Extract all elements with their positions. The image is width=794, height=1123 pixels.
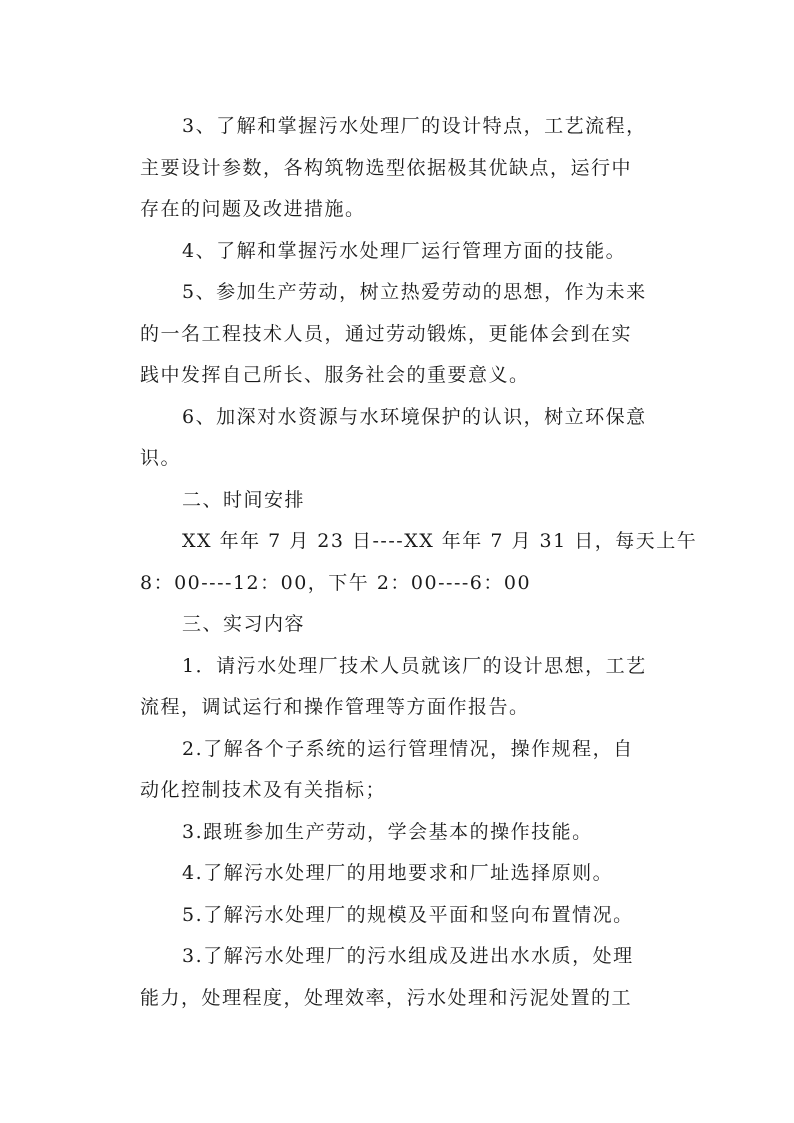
paragraph-line: 识。 <box>140 447 182 469</box>
paragraph-line: 3.了解污水处理厂的污水组成及进出水水质，处理 <box>182 945 634 967</box>
paragraph-line: XX 年年 7 月 23 日----XX 年年 7 月 31 日，每天上午 <box>182 530 698 552</box>
paragraph-line: 能力，处理程度，处理效率，污水处理和污泥处置的工 <box>140 986 633 1009</box>
paragraph-line: 主要设计参数，各构筑物选型依据极其优缺点，运行中 <box>140 156 633 179</box>
paragraph-line: 5、参加生产劳动，树立热爱劳动的思想，作为未来 <box>182 281 647 303</box>
paragraph-line: 6、加深对水资源与水环境保护的认识，树立环保意 <box>182 405 647 428</box>
paragraph-line: 2.了解各个子系统的运行管理情况，操作规程，自 <box>182 737 634 760</box>
paragraph-line: 3、了解和掌握污水处理厂的设计特点，工艺流程， <box>182 115 647 137</box>
paragraph-line: 8：00----12：00，下午 2：00----6：00 <box>140 571 532 594</box>
paragraph-line: 践中发挥自己所长、服务社会的重要意义。 <box>140 364 530 386</box>
paragraph-line: 动化控制技术及有关指标； <box>140 779 387 801</box>
paragraph-line: 4.了解污水处理厂的用地要求和厂址选择原则。 <box>182 862 614 884</box>
section-heading: 二、时间安排 <box>182 488 306 511</box>
paragraph-line: 5.了解污水处理厂的规模及平面和竖向布置情况。 <box>182 903 634 926</box>
paragraph-line: 4、了解和掌握污水处理厂运行管理方面的技能。 <box>182 239 627 262</box>
document-body <box>140 106 698 1019</box>
paragraph-line: 存在的问题及改进措施。 <box>140 198 366 220</box>
paragraph-line: 的一名工程技术人员，通过劳动锻炼，更能体会到在实 <box>140 322 633 345</box>
paragraph-line: 1．请污水处理厂技术人员就该厂的设计思想，工艺 <box>182 654 647 677</box>
section-heading: 三、实习内容 <box>182 613 306 635</box>
paragraph-line: 流程，调试运行和操作管理等方面作报告。 <box>140 696 530 718</box>
paragraph-line: 3.跟班参加生产劳动，学会基本的操作技能。 <box>182 820 593 843</box>
